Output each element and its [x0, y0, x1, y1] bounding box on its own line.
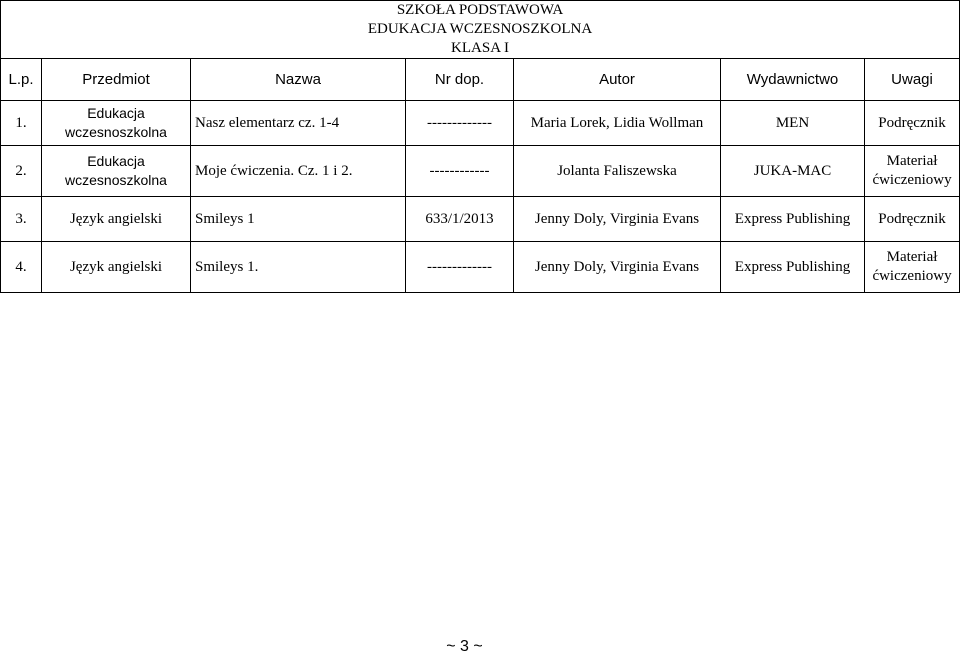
booklist-table — [0, 0, 960, 293]
row-lp: 3. — [1, 197, 42, 242]
table-row — [1, 146, 960, 197]
table-row — [1, 197, 960, 242]
row-publisher: MEN — [721, 101, 865, 146]
row-nr: 633/1/2013 — [406, 197, 514, 242]
row-notes: Materiał ćwiczeniowy — [865, 242, 960, 293]
level-title: EDUKACJA WCZESNOSZKOLNA — [1, 20, 960, 39]
page-number: ~ 3 ~ — [446, 638, 483, 655]
column-header-notes: Uwagi — [865, 59, 960, 101]
row-subject: Edukacja wczesnoszkolna — [42, 146, 191, 197]
title-row-class — [1, 39, 960, 59]
row-subject: Język angielski — [42, 197, 191, 242]
column-header-name: Nazwa — [191, 59, 406, 101]
row-name: Nasz elementarz cz. 1-4 — [191, 101, 406, 146]
title-row-school — [1, 1, 960, 21]
column-header-row — [1, 59, 960, 101]
row-lp: 1. — [1, 101, 42, 146]
row-nr: ------------- — [406, 101, 514, 146]
row-name: Smileys 1. — [191, 242, 406, 293]
row-lp: 2. — [1, 146, 42, 197]
table-row — [1, 101, 960, 146]
row-nr: ------------ — [406, 146, 514, 197]
column-header-nr: Nr dop. — [406, 59, 514, 101]
column-header-subject: Przedmiot — [42, 59, 191, 101]
row-publisher: Express Publishing — [721, 197, 865, 242]
school-title: SZKOŁA PODSTAWOWA — [1, 1, 960, 21]
row-name: Smileys 1 — [191, 197, 406, 242]
row-publisher: Express Publishing — [721, 242, 865, 293]
row-subject: Język angielski — [42, 242, 191, 293]
table-row — [1, 242, 960, 293]
row-notes: Podręcznik — [865, 101, 960, 146]
row-name: Moje ćwiczenia. Cz. 1 i 2. — [191, 146, 406, 197]
title-row-level — [1, 20, 960, 39]
row-author: Jenny Doly, Virginia Evans — [514, 242, 721, 293]
column-header-lp: L.p. — [1, 59, 42, 101]
row-lp: 4. — [1, 242, 42, 293]
row-nr: ------------- — [406, 242, 514, 293]
row-author: Jolanta Faliszewska — [514, 146, 721, 197]
row-notes: Materiał ćwiczeniowy — [865, 146, 960, 197]
row-author: Jenny Doly, Virginia Evans — [514, 197, 721, 242]
row-publisher: JUKA-MAC — [721, 146, 865, 197]
column-header-author: Autor — [514, 59, 721, 101]
row-notes: Podręcznik — [865, 197, 960, 242]
row-subject: Edukacja wczesnoszkolna — [42, 101, 191, 146]
column-header-publisher: Wydawnictwo — [721, 59, 865, 101]
row-author: Maria Lorek, Lidia Wollman — [514, 101, 721, 146]
class-title: KLASA I — [1, 39, 960, 59]
